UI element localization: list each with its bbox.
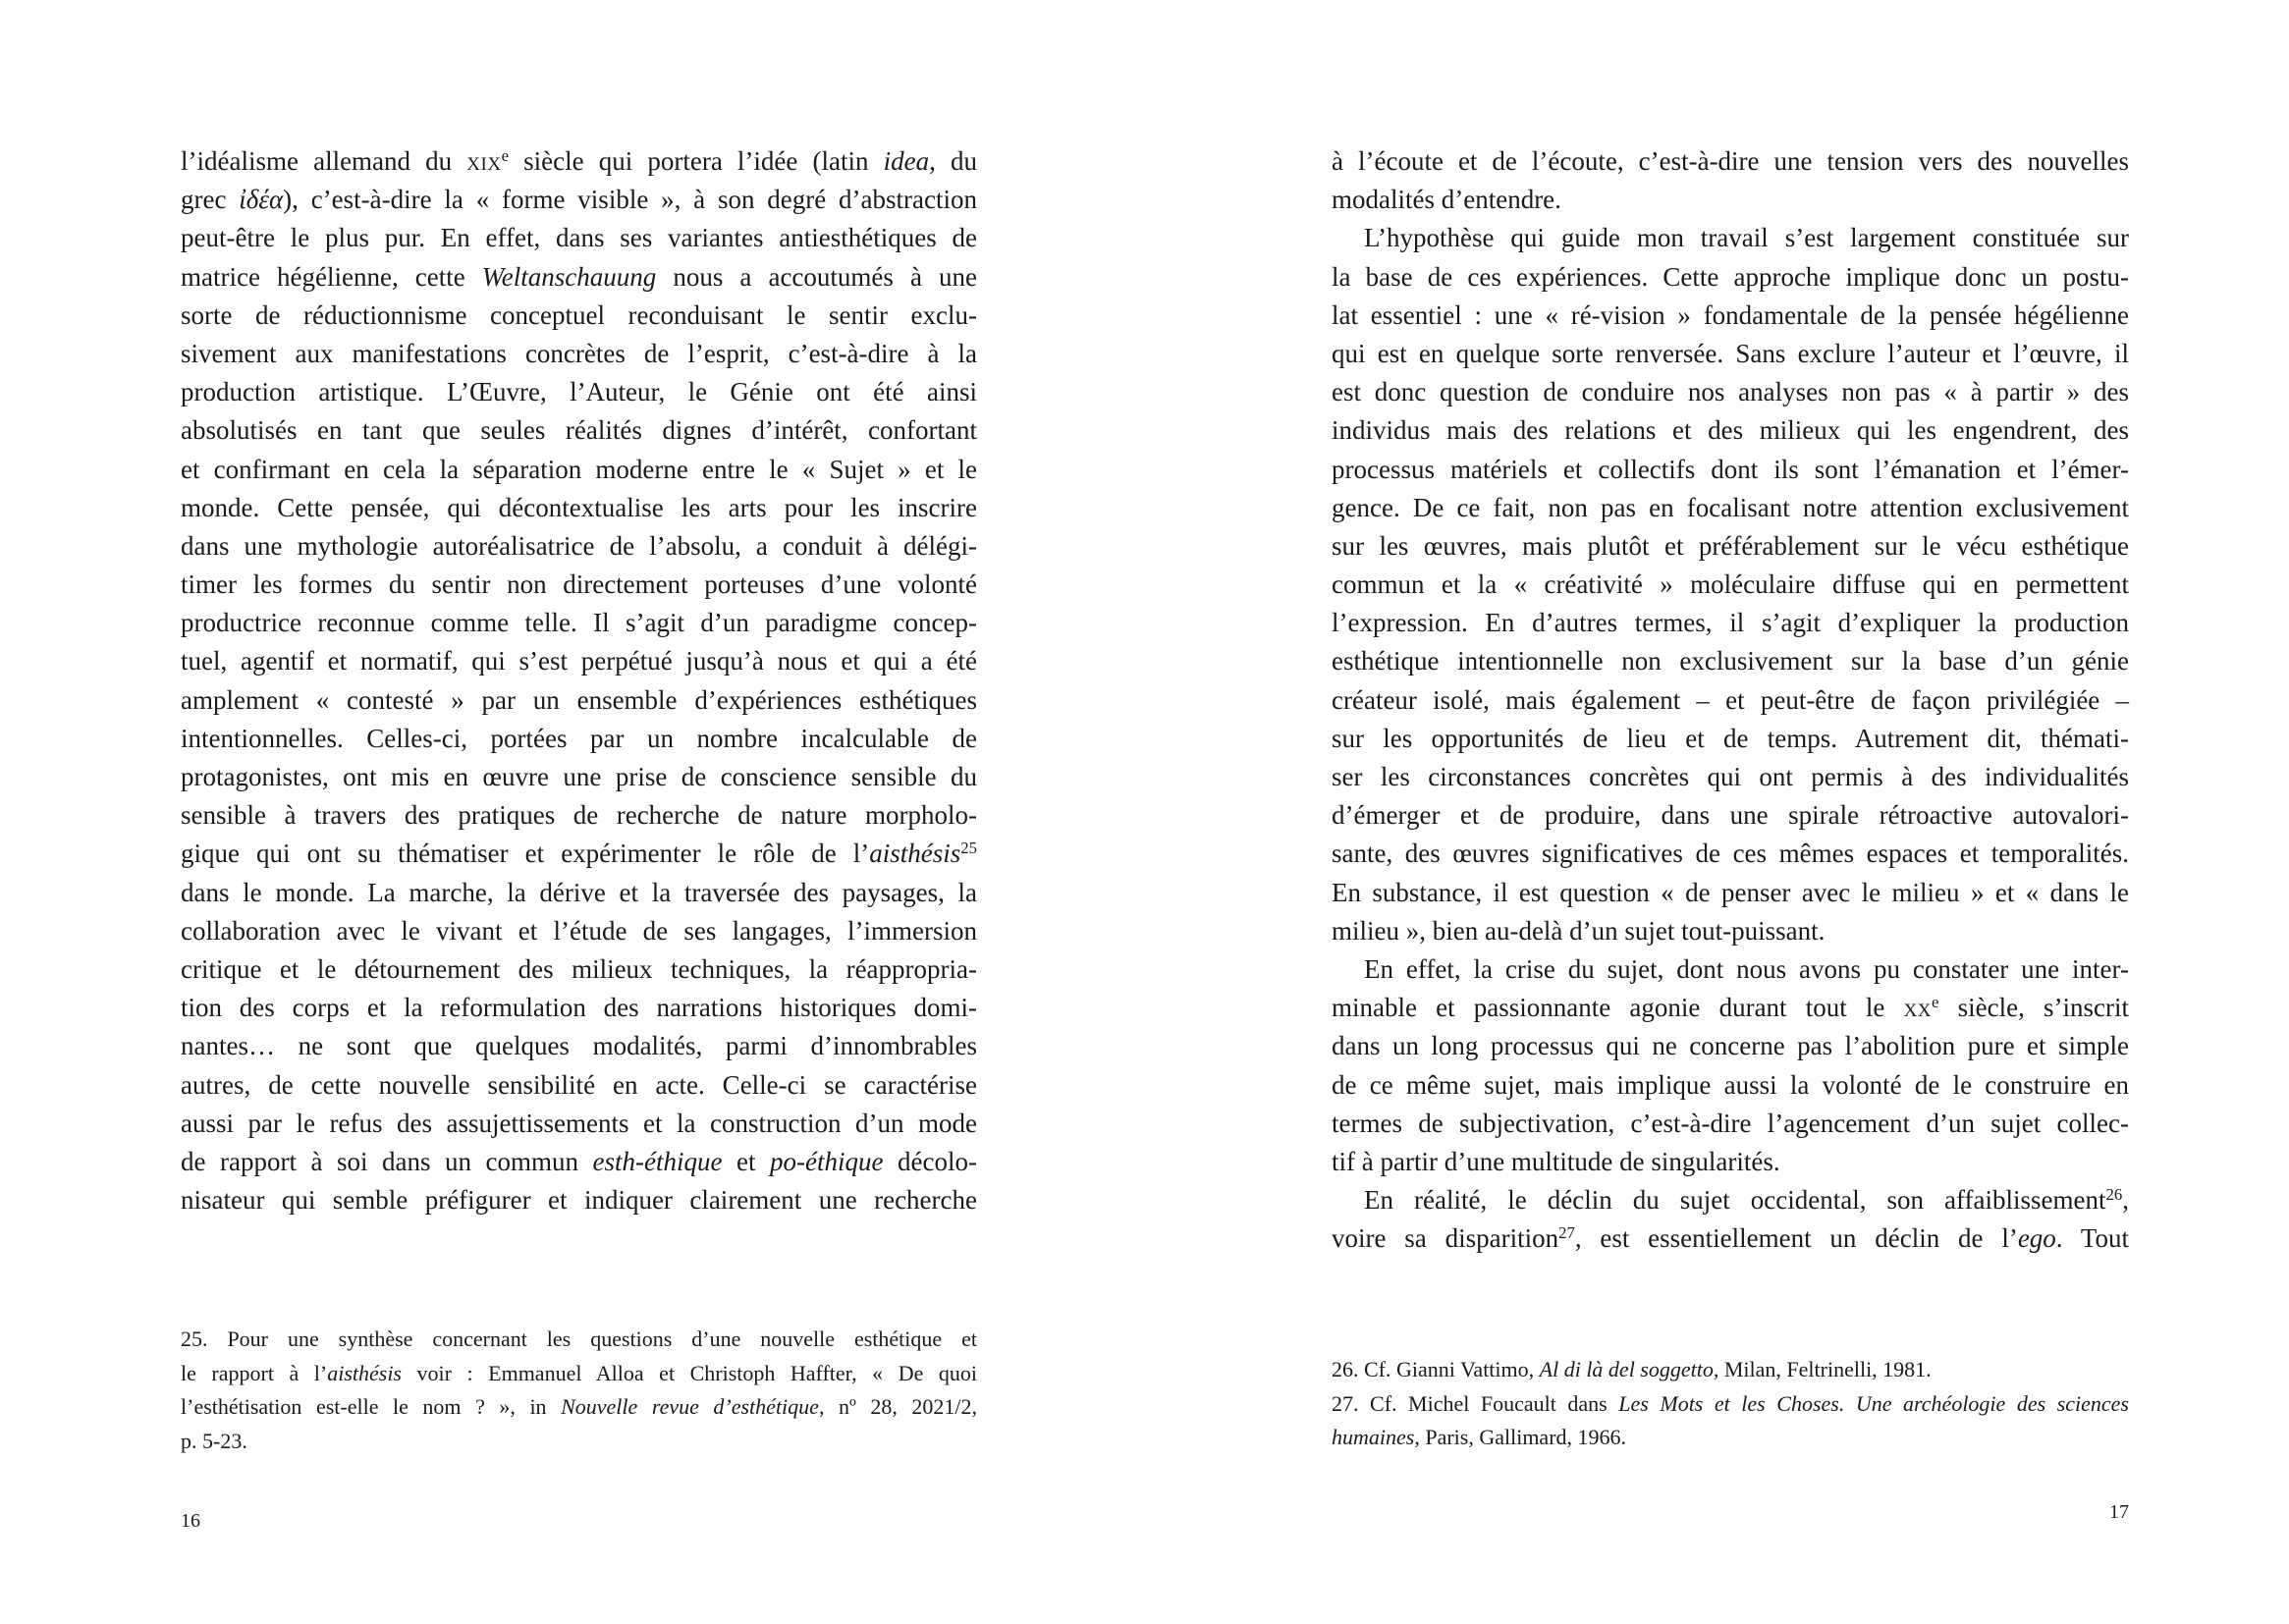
text-line: En effet, la crise du sujet, dont nous avons pu constater une inter- (1364, 953, 2129, 984)
text-line: commun et la « créativité » moléculaire diffuse qui en permettent (1332, 569, 2129, 600)
text-line: humaines, Paris, Gallimard, 1966. (1332, 1425, 1627, 1449)
superscript: 26 (2105, 1184, 2123, 1204)
text-line: p. 5-23. (181, 1428, 247, 1453)
superscript: 25 (960, 839, 977, 858)
text-line: gence. De ce fait, non pas en focalisant notre attention exclusivement (1332, 492, 2129, 522)
italic-text: ἰδέα (239, 185, 284, 215)
italic-text: Nouvelle revue d’esthétique (561, 1394, 819, 1419)
text-line: milieu », bien au-delà d’un sujet tout-puissant. (1332, 915, 1826, 946)
text-line: termes de subjectivation, c’est-à-dire l’agencement d’un sujet collec- (1332, 1108, 2129, 1138)
text-line: sur les opportunités de lieu et de temps. Autrement dit, thémati- (1332, 723, 2129, 753)
text-line: créateur isolé, mais également – et peut-être de façon privilégiée – (1332, 684, 2129, 715)
italic-text: aisthésis (327, 1360, 402, 1385)
text-line: tuel, agentif et normatif, qui s’est perpétué jusqu’à nous et qui a été (181, 646, 977, 677)
left-page-footnotes (181, 1323, 977, 1458)
text-line: protagonistes, ont mis en œuvre une prise de conscience sensible du (181, 762, 977, 791)
text-line: minable et passionnante agonie durant tout le $xx^e$ siècle, s’inscrit (1332, 992, 2129, 1023)
text-line: lat essentiel : une « ré-vision » fondamentale de la pensée hégélienne (1332, 299, 2129, 330)
text-line: 25. Pour une synthèse concernant les questions d’une nouvelle esthétique et (181, 1326, 977, 1351)
text-line: modalités d’entendre. (1332, 185, 1561, 215)
small-caps-text: xx (1903, 993, 1933, 1023)
superscript: e (501, 145, 510, 165)
right-page-body-text (1332, 142, 2129, 1258)
text-line: grec ἰδέα), c’est-à-dire la « forme visible », à son degré d’abstraction (181, 185, 977, 215)
italic-text: aisthésis (869, 839, 961, 869)
small-caps-text: xix (466, 146, 502, 176)
text-line: sur les œuvres, mais plutôt et préférablement sur le vécu esthétique (1332, 530, 2129, 561)
text-line: tion des corps et la reformulation des narrations historiques domi- (181, 993, 977, 1023)
text-line: individus mais des relations et des milieux qui les engendrent, des (1332, 415, 2129, 446)
text-line: tif à partir d’une multitude de singularités. (1332, 1146, 1780, 1176)
text-line: intentionnelles. Celles-ci, portées par un nombre incalculable de (181, 723, 977, 753)
text-line: productrice reconnue comme telle. Il s’agit d’un paradigme concep- (181, 608, 977, 638)
text-line: absolutisés en tant que seules réalités dignes d’intérêt, confortant (181, 415, 977, 446)
italic-text: Les Mots et les Choses. Une archéologie des sciences (1618, 1390, 2129, 1416)
text-line: En substance, il est question « de penser avec le milieu » et « dans le (1332, 877, 2129, 907)
text-line: l’esthétisation est-elle le nom ? », in Nouvelle revue d’esthétique, nº 28, 2021/2, (181, 1394, 977, 1419)
superscript: 27 (1558, 1223, 1575, 1243)
right-page-footnotes (1332, 1353, 2129, 1455)
text-line: gique qui ont su thématiser et expérimenter le rôle de l’aisthésis$^{25}$ (181, 839, 977, 869)
italic-text: Al di là del soggetto (1539, 1357, 1714, 1381)
text-line: 26. Cf. Gianni Vattimo, Al di là del soggetto, Milan, Feltrinelli, 1981. (1332, 1357, 1932, 1381)
text-line: peut-être le plus pur. En effet, dans ses variantes antiesthétiques de (181, 223, 977, 253)
text-line: à l’écoute et de l’écoute, c’est-à-dire une tension vers des nouvelles (1332, 146, 2129, 176)
text-line: dans un long processus qui ne concerne pas l’abolition pure et simple (1332, 1031, 2129, 1061)
text-line: En réalité, le déclin du sujet occidental, son affaiblissement$^{26}$, (1364, 1184, 2129, 1216)
text-line: nisateur qui semble préfigurer et indiquer clairement une recherche (181, 1185, 977, 1216)
text-line: amplement « contesté » par un ensemble d’expériences esthétiques (181, 684, 977, 715)
text-line: autres, de cette nouvelle sensibilité en acte. Celle-ci se caractérise (181, 1069, 977, 1100)
text-line: sante, des œuvres significatives de ces mêmes espaces et temporalités. (1332, 839, 2129, 869)
page-number-right: 17 (2109, 1501, 2129, 1523)
text-line: L’hypothèse qui guide mon travail s’est largement constituée sur (1364, 223, 2129, 253)
text-line: collaboration avec le vivant et l’étude de ses langages, l’immersion (181, 915, 977, 946)
text-line: dans une mythologie autoréalisatrice de l’absolu, a conduit à délégi- (181, 530, 977, 561)
text-line: timer les formes du sentir non directement porteuses d’une volonté (181, 569, 977, 600)
text-line: de ce même sujet, mais implique aussi la volonté de le construire en (1332, 1069, 2129, 1100)
text-line: sensible à travers des pratiques de recherche de nature morpholo- (181, 800, 977, 831)
text-line: dans le monde. La marche, la dérive et la traversée des paysages, la (181, 877, 977, 907)
text-line: l’idéalisme allemand du xix$^e$ siècle qui portera l’idée (latin idea, du (181, 145, 977, 176)
text-line: voire sa disparition$^{27}$, est essentiellement un déclin de l’ego. Tout (1332, 1223, 2129, 1254)
text-line: sivement aux manifestations concrètes de l’esprit, c’est-à-dire à la (181, 338, 977, 368)
text-line: monde. Cette pensée, qui décontextualise les arts pour les inscrire (181, 492, 977, 522)
text-line: est donc question de conduire nos analyses non pas « à partir » des (1332, 377, 2129, 407)
text-line: critique et le détournement des milieux techniques, la réappropria- (181, 953, 977, 984)
text-line: production artistique. L’Œuvre, l’Auteur, le Génie ont été ainsi (181, 377, 977, 407)
text-line: 27. Cf. Michel Foucault dans Les Mots et les Choses. Une archéologie des sciences (1332, 1390, 2129, 1416)
italic-text: ego (2017, 1223, 2056, 1254)
text-line: processus matériels et collectifs dont ils sont l’émanation et l’émer- (1332, 454, 2129, 484)
superscript: e (1932, 992, 1939, 1011)
left-page-body-text (181, 142, 977, 1219)
text-line: qui est en quelque sorte renversée. Sans exclure l’auteur et l’œuvre, il (1332, 338, 2129, 368)
text-line: d’émerger et de produire, dans une spirale rétroactive autovalori- (1332, 800, 2129, 831)
text-line: la base de ces expériences. Cette approche implique donc un postu- (1332, 261, 2129, 292)
text-line: l’expression. En d’autres termes, il s’agit d’expliquer la production (1332, 608, 2129, 638)
text-line: sorte de réductionnisme conceptuel reconduisant le sentir exclu- (181, 299, 977, 330)
italic-text: idea (883, 146, 930, 176)
text-line: de rapport à soi dans un commun esth-éthique et po-éthique décolo- (181, 1146, 977, 1176)
italic-text: esth-éthique (592, 1146, 723, 1176)
text-line: le rapport à l’aisthésis voir : Emmanuel Alloa et Christoph Haffter, « De quoi (181, 1360, 977, 1385)
text-line: esthétique intentionnelle non exclusivement sur la base d’un génie (1332, 646, 2129, 677)
italic-text: po-éthique (770, 1146, 884, 1176)
page-number-left: 16 (181, 1510, 200, 1532)
text-line: matrice hégélienne, cette Weltanschauung nous a accoutumés à une (181, 261, 977, 292)
italic-text: Weltanschauung (481, 261, 657, 292)
text-line: nantes… ne sont que quelques modalités, parmi d’innombrables (181, 1031, 977, 1061)
text-line: et confirmant en cela la séparation moderne entre le « Sujet » et le (181, 454, 977, 484)
text-line: ser les circonstances concrètes qui ont permis à des individualités (1332, 762, 2129, 791)
italic-text: humaines (1332, 1425, 1415, 1449)
text-line: aussi par le refus des assujettissements et la construction d’un mode (181, 1108, 977, 1138)
